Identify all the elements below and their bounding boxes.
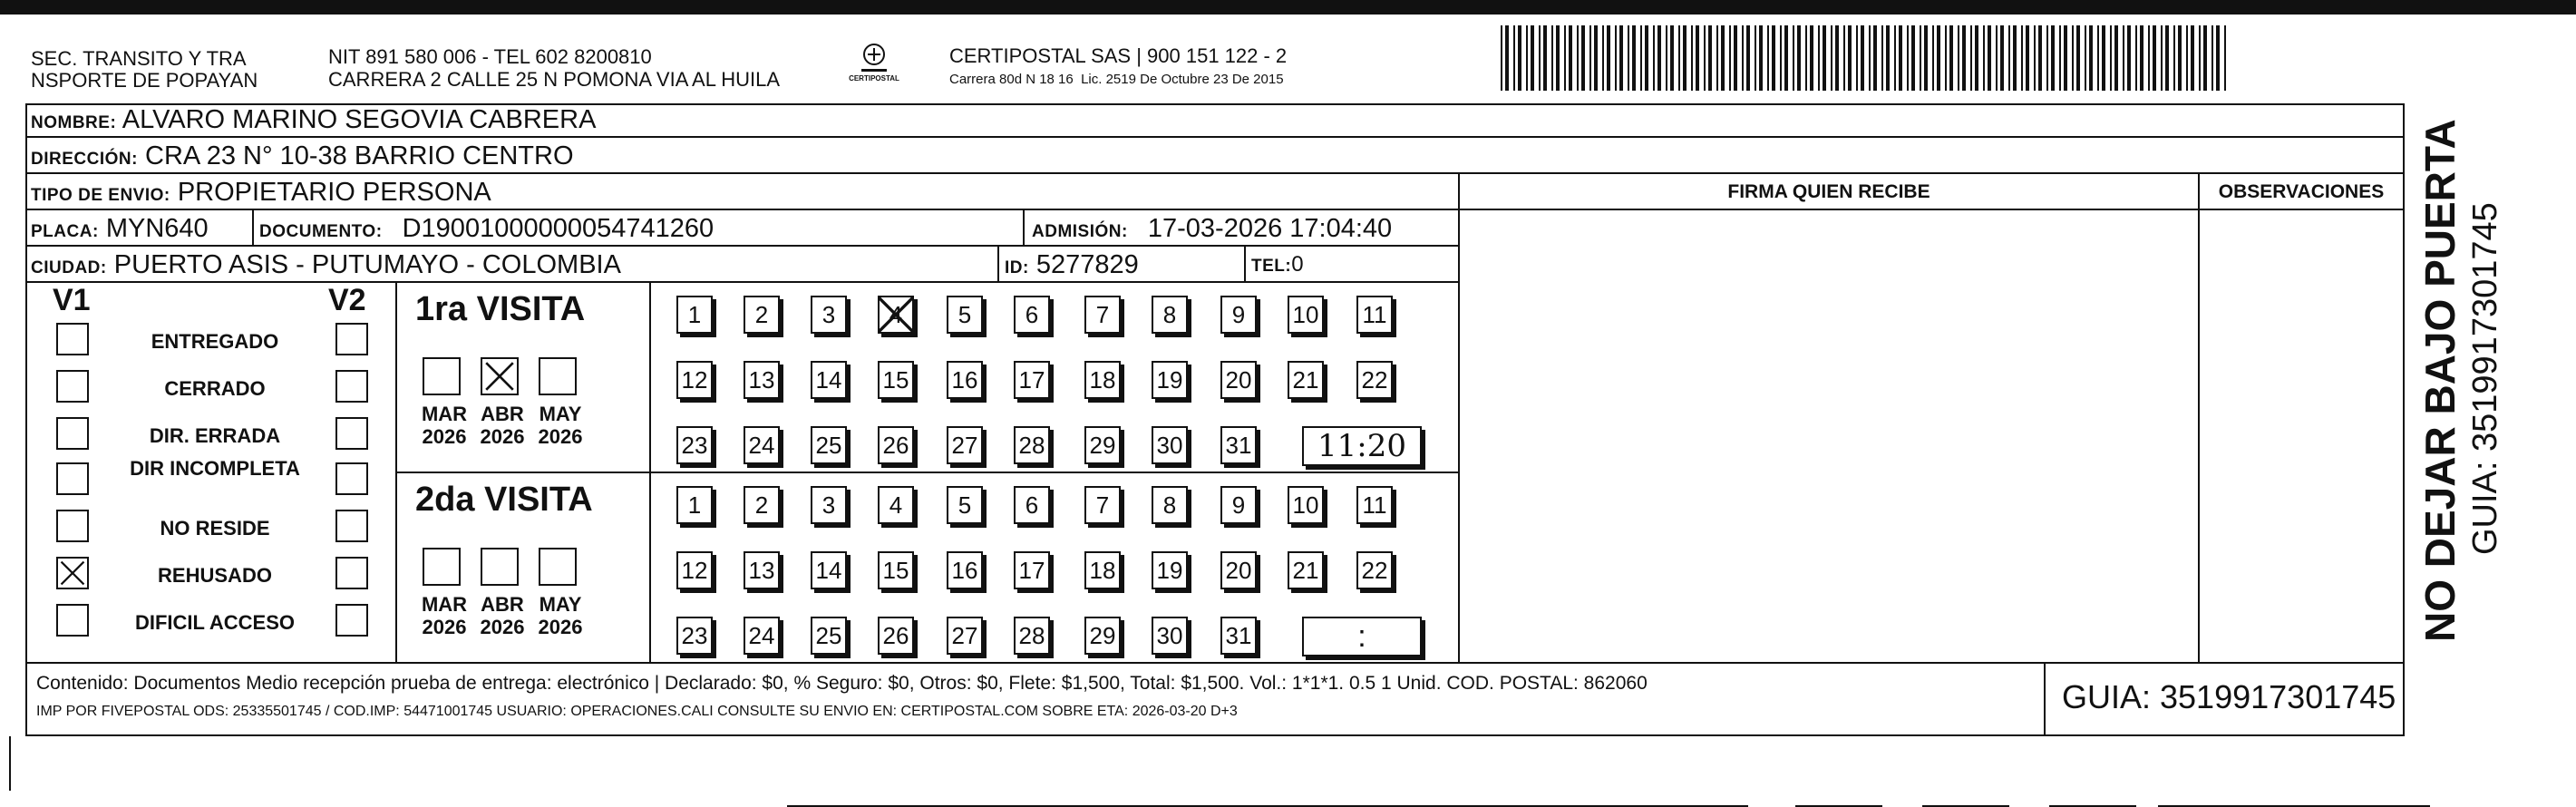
v1-status-checkbox[interactable] <box>56 557 89 589</box>
month-checkbox[interactable] <box>539 548 577 586</box>
day-box[interactable]: 20 <box>1220 551 1257 589</box>
footer-imp-line: IMP POR FIVEPOSTAL ODS: 25335501745 / COD.IMP: 54471001745 USUARIO: OPERACIONES.CALI CONSULTE SU ENVIO EN: CERTIPOSTAL.COM SOBRE ETA: 2026-03-20 D+3 <box>36 704 1238 719</box>
status-label: ENTREGADO <box>151 330 279 353</box>
rule <box>1023 209 1025 245</box>
tipo-envio-label: TIPO DE ENVIO: <box>31 186 170 205</box>
v2-status-checkbox[interactable] <box>335 604 368 637</box>
day-box[interactable]: 21 <box>1288 551 1324 589</box>
documento-field <box>259 214 714 247</box>
rule <box>252 209 254 245</box>
month-year: 2026 <box>480 616 525 638</box>
day-box[interactable]: 29 <box>1084 617 1121 655</box>
day-box[interactable]: 31 <box>1220 617 1257 655</box>
documento-value: D19001000000054741260 <box>402 214 714 243</box>
placa-field <box>31 214 209 247</box>
day-box[interactable]: 6 <box>1014 486 1050 524</box>
id-value: 5277829 <box>1035 250 1139 279</box>
day-box[interactable]: 5 <box>947 296 983 334</box>
day-box[interactable]: 3 <box>811 486 847 524</box>
nit-line-2: CARRERA 2 CALLE 25 N POMONA VIA AL HUILA <box>328 68 781 91</box>
status-label: DIR. ERRADA <box>149 424 281 447</box>
rule <box>2198 172 2200 662</box>
top-black-band <box>0 0 2576 15</box>
status-label: CERRADO <box>164 377 266 400</box>
day-box[interactable]: 17 <box>1014 361 1050 399</box>
day-box[interactable]: 24 <box>744 426 780 464</box>
logo-text: CERTIPOSTAL <box>849 74 899 83</box>
rule <box>25 662 2405 664</box>
v1-header: V1 <box>53 283 91 317</box>
rule <box>997 245 999 281</box>
day-box[interactable]: 24 <box>744 617 780 655</box>
day-box[interactable]: 19 <box>1152 361 1188 399</box>
v2-status-checkbox[interactable] <box>335 557 368 589</box>
day-box[interactable]: 2 <box>744 486 780 524</box>
day-box[interactable]: 10 <box>1288 486 1324 524</box>
org-line-2: NSPORTE DE POPAYAN <box>31 69 258 92</box>
v2-status-checkbox[interactable] <box>335 370 368 403</box>
day-box[interactable]: 12 <box>676 551 713 589</box>
day-box[interactable]: 8 <box>1152 296 1188 334</box>
tipo-envio-field <box>31 178 491 210</box>
footer-content-line: Contenido: Documentos Medio recepción prueba de entrega: electrónico | Declarado: $0, % Seguro: $0, Otros: $0, Flete: $1,500, Total: $1,500. Vol.: 1*1*1. 0.5 1 Unid. COD. POSTAL: 862060 <box>36 673 1648 694</box>
month-year: 2026 <box>538 425 583 448</box>
visit-title: 1ra VISITA <box>415 290 586 328</box>
direccion-field <box>31 141 574 174</box>
status-label: NO RESIDE <box>160 517 270 540</box>
day-box[interactable]: 13 <box>744 551 780 589</box>
admision-field <box>1032 214 1392 247</box>
day-box[interactable]: 16 <box>947 361 983 399</box>
month-year: 2026 <box>538 616 583 638</box>
admision-value: 17-03-2026 17:04:40 <box>1147 214 1393 243</box>
day-box[interactable]: 9 <box>1220 486 1257 524</box>
day-box[interactable]: 21 <box>1288 361 1324 399</box>
rule <box>395 472 1458 473</box>
org-line-1: SEC. TRANSITO Y TRA <box>31 47 247 70</box>
side-guia: GUIA: 3519917301745 <box>2466 202 2504 555</box>
status-label: REHUSADO <box>158 564 272 587</box>
v1-status-checkbox[interactable] <box>56 370 89 403</box>
firma-header: FIRMA QUIEN RECIBE <box>1727 181 1930 202</box>
day-box[interactable]: 4 <box>878 296 914 334</box>
month-checkbox[interactable] <box>423 357 461 395</box>
day-box[interactable]: 28 <box>1014 617 1050 655</box>
direccion-value: CRA 23 N° 10-38 BARRIO CENTRO <box>145 141 574 170</box>
day-box[interactable]: 1 <box>676 296 713 334</box>
day-box[interactable]: 1 <box>676 486 713 524</box>
id-label: ID: <box>1005 258 1029 277</box>
v2-status-checkbox[interactable] <box>335 323 368 355</box>
day-box[interactable]: 8 <box>1152 486 1188 524</box>
month-checkbox[interactable] <box>481 548 519 586</box>
v1-status-checkbox[interactable] <box>56 462 89 495</box>
nit-line-1: NIT 891 580 006 - TEL 602 8200810 <box>328 45 652 68</box>
month-name: MAY <box>539 403 582 425</box>
day-box[interactable]: 22 <box>1356 551 1393 589</box>
rule <box>1458 172 1460 662</box>
day-box[interactable]: 26 <box>878 426 914 464</box>
nombre-field <box>31 105 596 138</box>
v1-status-checkbox[interactable] <box>56 604 89 637</box>
ciudad-label: CIUDAD: <box>31 258 107 277</box>
day-box[interactable]: 9 <box>1220 296 1257 334</box>
rule <box>1458 209 2405 210</box>
rule <box>1244 245 1246 281</box>
month-name: MAR <box>421 593 468 616</box>
day-box[interactable]: 14 <box>811 551 847 589</box>
nombre-value: ALVARO MARINO SEGOVIA CABRERA <box>122 105 597 134</box>
v2-status-checkbox[interactable] <box>335 510 368 542</box>
day-box[interactable]: 18 <box>1084 361 1121 399</box>
footer-guia: GUIA: 3519917301745 <box>2062 678 2396 715</box>
rule <box>9 736 11 791</box>
day-box[interactable]: 26 <box>878 617 914 655</box>
day-box[interactable]: 11 <box>1356 486 1393 524</box>
month-name: ABR <box>481 403 524 425</box>
month-checkbox[interactable] <box>539 357 577 395</box>
day-box[interactable]: 20 <box>1220 361 1257 399</box>
v1-status-checkbox[interactable] <box>56 510 89 542</box>
day-box[interactable]: 27 <box>947 617 983 655</box>
day-box[interactable]: 23 <box>676 426 713 464</box>
day-box[interactable]: 13 <box>744 361 780 399</box>
month-label <box>475 593 530 638</box>
day-box[interactable]: 6 <box>1014 296 1050 334</box>
day-box[interactable]: 7 <box>1084 296 1121 334</box>
visit-title: 2da VISITA <box>415 481 593 519</box>
day-box[interactable]: 10 <box>1288 296 1324 334</box>
month-label <box>417 403 471 448</box>
tel-value: 0 <box>1291 252 1304 277</box>
v2-status-checkbox[interactable] <box>335 417 368 450</box>
placa-label: PLACA: <box>31 222 99 241</box>
month-checkbox[interactable] <box>481 357 519 395</box>
carrier-line-2: Carrera 80d N 18 16 Lic. 2519 De Octubre 23 De 2015 <box>949 72 1284 87</box>
rule <box>2044 662 2046 736</box>
month-checkbox[interactable] <box>423 548 461 586</box>
id-field <box>1005 250 1139 283</box>
day-box[interactable]: 19 <box>1152 551 1188 589</box>
nombre-label: NOMBRE: <box>31 113 117 132</box>
month-name: ABR <box>481 593 524 616</box>
v2-status-checkbox[interactable] <box>335 462 368 495</box>
day-box[interactable]: 15 <box>878 551 914 589</box>
rule <box>2403 136 2405 209</box>
direccion-label: DIRECCIÓN: <box>31 150 138 169</box>
documento-label: DOCUMENTO: <box>259 222 383 241</box>
day-box[interactable]: 31 <box>1220 426 1257 464</box>
month-label <box>533 593 588 638</box>
day-box[interactable]: 11 <box>1356 296 1393 334</box>
day-box[interactable]: 16 <box>947 551 983 589</box>
month-year: 2026 <box>480 425 525 448</box>
time-field[interactable]: : <box>1302 617 1422 656</box>
observaciones-header: OBSERVACIONES <box>2218 181 2385 202</box>
admision-label: ADMISIÓN: <box>1032 222 1128 241</box>
day-box[interactable]: 22 <box>1356 361 1393 399</box>
tel-label: TEL: <box>1251 257 1292 276</box>
barcode <box>1501 25 2226 91</box>
month-year: 2026 <box>422 616 467 638</box>
v1-status-checkbox[interactable] <box>56 417 89 450</box>
month-label <box>533 403 588 448</box>
day-box[interactable]: 3 <box>811 296 847 334</box>
tel-field <box>1251 250 1304 281</box>
month-year: 2026 <box>422 425 467 448</box>
day-box[interactable]: 14 <box>811 361 847 399</box>
day-box[interactable]: 29 <box>1084 426 1121 464</box>
day-box[interactable]: 25 <box>811 617 847 655</box>
day-box[interactable]: 4 <box>878 486 914 524</box>
v2-header: V2 <box>328 283 366 317</box>
day-box[interactable]: 18 <box>1084 551 1121 589</box>
status-label: DIR INCOMPLETA <box>130 457 300 480</box>
day-box[interactable]: 27 <box>947 426 983 464</box>
day-box[interactable]: 2 <box>744 296 780 334</box>
day-box[interactable]: 5 <box>947 486 983 524</box>
status-label: DIFICIL ACCESO <box>134 611 295 634</box>
day-box[interactable]: 30 <box>1152 617 1188 655</box>
time-field[interactable]: 11:20 <box>1302 426 1422 466</box>
month-label <box>475 403 530 448</box>
day-box[interactable]: 7 <box>1084 486 1121 524</box>
ciudad-value: PUERTO ASIS - PUTUMAYO - COLOMBIA <box>113 250 621 279</box>
month-name: MAY <box>539 593 582 616</box>
tipo-envio-value: PROPIETARIO PERSONA <box>177 178 491 207</box>
month-name: MAR <box>421 403 468 425</box>
day-box[interactable]: 30 <box>1152 426 1188 464</box>
side-warning: NO DEJAR BAJO PUERTA <box>2416 119 2464 642</box>
day-box[interactable]: 23 <box>676 617 713 655</box>
ciudad-field <box>31 250 621 283</box>
day-box[interactable]: 15 <box>878 361 914 399</box>
day-box[interactable]: 12 <box>676 361 713 399</box>
carrier-line-1: CERTIPOSTAL SAS | 900 151 122 - 2 <box>949 44 1288 67</box>
v1-status-checkbox[interactable] <box>56 323 89 355</box>
day-box[interactable]: 25 <box>811 426 847 464</box>
month-label <box>417 593 471 638</box>
placa-value: MYN640 <box>105 214 209 243</box>
day-box[interactable]: 28 <box>1014 426 1050 464</box>
day-box[interactable]: 17 <box>1014 551 1050 589</box>
certipostal-logo-icon <box>856 40 892 76</box>
